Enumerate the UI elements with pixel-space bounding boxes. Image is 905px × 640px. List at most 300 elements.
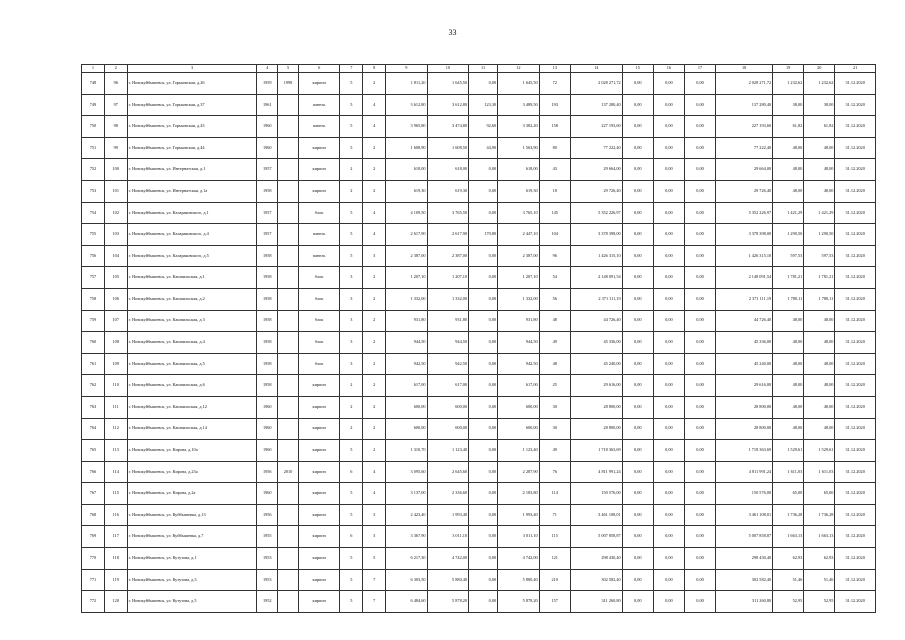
table-cell: 760	[82, 332, 105, 354]
table-cell: 2 028 271,72	[570, 73, 622, 95]
table-cell: 0,00	[653, 526, 684, 548]
table-cell: 3	[340, 288, 363, 310]
table-cell: 48,00	[804, 418, 835, 440]
table-cell: 48,00	[773, 159, 804, 181]
table-cell: 107	[104, 310, 127, 332]
table-cell: 0,00	[622, 137, 653, 159]
table-cell: 108	[104, 332, 127, 354]
table-cell: 5	[340, 483, 363, 505]
table-row	[82, 267, 876, 289]
table-cell: 1 529,61	[773, 440, 804, 462]
table-cell: 4	[363, 461, 386, 483]
table-cell: 0,00	[684, 159, 715, 181]
table-cell: 0,00	[622, 548, 653, 570]
table-cell: 123,30	[469, 94, 498, 116]
table-cell: 1953	[257, 548, 278, 570]
table-cell: 931,80	[427, 310, 469, 332]
table-row	[82, 180, 876, 202]
table-cell: 1957	[257, 224, 278, 246]
table-cell: 748	[82, 73, 105, 95]
column-number-cell: 19	[773, 65, 804, 73]
table-cell: блок	[298, 288, 340, 310]
table-cell	[278, 569, 299, 591]
table-cell: 1955	[257, 526, 278, 548]
table-cell: 0,00	[653, 375, 684, 397]
table-cell: 31.12.2020	[835, 267, 876, 289]
table-cell: 1958	[257, 332, 278, 354]
table-cell: 0,00	[622, 591, 653, 613]
table-cell: 51,46	[773, 569, 804, 591]
table-cell: 1 611,03	[804, 461, 835, 483]
table-cell: 2	[340, 159, 363, 181]
table-cell: 600,00	[498, 418, 540, 440]
table-cell: 115	[104, 483, 127, 505]
column-number-cell: 10	[427, 65, 469, 73]
table-cell: 5	[340, 116, 363, 138]
table-cell: 931,80	[498, 310, 540, 332]
table-cell: кирпич	[298, 548, 340, 570]
table-cell: 752	[82, 159, 105, 181]
table-cell	[278, 526, 299, 548]
table-cell: 298 430,40	[716, 548, 773, 570]
table-row	[82, 310, 876, 332]
table-cell: 0,00	[653, 224, 684, 246]
table-cell: 2 371 111,19	[716, 288, 773, 310]
table-cell: 1 207,10	[498, 267, 540, 289]
table-cell: 0,00	[684, 396, 715, 418]
table-cell: 65,00	[804, 483, 835, 505]
table-cell: блок	[298, 332, 340, 354]
table-row	[82, 137, 876, 159]
table-row	[82, 548, 876, 570]
table-cell: 751	[82, 137, 105, 159]
table-cell: 1961	[257, 94, 278, 116]
table-cell: 0,00	[653, 418, 684, 440]
table-row	[82, 202, 876, 224]
column-number-cell: 11	[469, 65, 498, 73]
table-cell: 77 222,40	[716, 137, 773, 159]
table-cell: 1 529,61	[804, 440, 835, 462]
table-cell: 1 232,62	[804, 73, 835, 95]
table-cell: 617,00	[427, 375, 469, 397]
table-cell: 48,00	[773, 418, 804, 440]
column-number-cell: 15	[622, 65, 653, 73]
table-cell: 753	[82, 180, 105, 202]
table-cell: 103	[104, 224, 127, 246]
table-cell: 56	[539, 288, 570, 310]
table-cell: кирпич	[298, 483, 340, 505]
address-cell: г. Новокуйбышевск, ул. Кирова, д.23а	[127, 461, 257, 483]
table-cell: 2	[363, 310, 386, 332]
table-cell: 0,00	[469, 159, 498, 181]
table-cell: 1956	[257, 461, 278, 483]
address-cell: г. Новокуйбышевск, ул. Кутузова, д.1	[127, 548, 257, 570]
table-cell: 1 611,03	[773, 461, 804, 483]
table-cell: 0,00	[622, 202, 653, 224]
table-cell: 298 430,40	[570, 548, 622, 570]
table-cell: 5	[340, 245, 363, 267]
table-cell: 0,00	[469, 310, 498, 332]
table-cell: кирпич	[298, 73, 340, 95]
table-cell: 0,00	[684, 224, 715, 246]
table-cell: 2 371 111,19	[570, 288, 622, 310]
table-cell: 2	[363, 159, 386, 181]
column-number-cell: 14	[570, 65, 622, 73]
table-cell: 6	[340, 461, 363, 483]
table-cell: 48,00	[773, 396, 804, 418]
table-cell: 227 193,60	[570, 116, 622, 138]
table-cell: 0,00	[653, 159, 684, 181]
table-cell: 2 617,90	[427, 224, 469, 246]
table-cell: 227 193,60	[716, 116, 773, 138]
table-cell: 5 880,40	[427, 569, 469, 591]
table-cell: 1 310,70	[386, 440, 428, 462]
table-cell: 6 484,60	[386, 591, 428, 613]
table-cell: 2	[340, 396, 363, 418]
table-cell: 1958	[257, 267, 278, 289]
table-cell: 1 780,11	[804, 288, 835, 310]
table-cell: 3 474,80	[427, 116, 469, 138]
table-cell: 0,00	[653, 569, 684, 591]
address-cell: г. Новокуйбышевск, ул. Кашпильская, д.12	[127, 396, 257, 418]
table-cell: 1 736,28	[773, 504, 804, 526]
table-row	[82, 73, 876, 95]
table-cell: 111	[104, 396, 127, 418]
table-cell: 29 726,40	[716, 180, 773, 202]
table-cell: 158	[539, 116, 570, 138]
table-cell: 0,00	[653, 461, 684, 483]
table-cell: 0,00	[469, 461, 498, 483]
table-cell: 1 332,00	[498, 288, 540, 310]
table-cell: 0,00	[653, 288, 684, 310]
table-cell	[278, 224, 299, 246]
table-cell: 0,00	[469, 569, 498, 591]
table-cell: 0,00	[622, 483, 653, 505]
table-cell: 45 336,00	[716, 332, 773, 354]
table-cell: 597,53	[804, 245, 835, 267]
table-cell: 1953	[257, 569, 278, 591]
table-cell: 31.12.2020	[835, 245, 876, 267]
table-cell: 117	[104, 526, 127, 548]
table-cell: 110	[104, 375, 127, 397]
table-cell: 45 240,00	[716, 353, 773, 375]
table-cell: 0,00	[684, 332, 715, 354]
table-cell: 1 421,29	[804, 202, 835, 224]
table-cell: 44 726,40	[716, 310, 773, 332]
table-cell: 600,00	[386, 418, 428, 440]
table-cell: 29 664,00	[716, 159, 773, 181]
table-cell: 1960	[257, 483, 278, 505]
table-cell: 944,50	[427, 332, 469, 354]
table-cell: 48,00	[804, 180, 835, 202]
table-cell: 1960	[257, 396, 278, 418]
table-cell: 25	[539, 375, 570, 397]
table-cell: 48,00	[773, 137, 804, 159]
table-cell	[278, 137, 299, 159]
table-cell: 0,00	[653, 504, 684, 526]
table-cell: 31.12.2020	[835, 116, 876, 138]
table-cell: 0,00	[622, 504, 653, 526]
table-cell: 98	[104, 116, 127, 138]
table-cell: 106	[104, 288, 127, 310]
page-number: 33	[448, 28, 457, 37]
column-number-cell: 1	[82, 65, 105, 73]
table-cell: кирпич	[298, 159, 340, 181]
table-cell: 750	[82, 116, 105, 138]
address-cell: г. Новокуйбышевск, ул. Кашпильская, д.2	[127, 288, 257, 310]
address-cell: г. Новокуйбышевск, ул. Кашпильская, д.4	[127, 332, 257, 354]
table-cell: 0,00	[622, 332, 653, 354]
table-cell: 0,00	[622, 159, 653, 181]
table-cell	[278, 288, 299, 310]
table-cell: 3 367,90	[386, 526, 428, 548]
table-cell: 92,60	[469, 116, 498, 138]
table-cell: 4	[363, 483, 386, 505]
table-cell: 0,00	[622, 440, 653, 462]
address-cell: г. Новокуйбышевск, ул. Кирова, д.10а	[127, 440, 257, 462]
table-cell: 0,00	[684, 73, 715, 95]
address-cell: г. Новокуйбышевск, ул. Горьковская, д.37	[127, 94, 257, 116]
table-cell: 2	[363, 73, 386, 95]
table-cell: 0,00	[653, 245, 684, 267]
table-cell	[278, 180, 299, 202]
table-cell: 5	[340, 202, 363, 224]
table-cell: 5	[340, 548, 363, 570]
table-row	[82, 245, 876, 267]
table-cell: 2	[363, 288, 386, 310]
table-cell: 2	[363, 375, 386, 397]
table-cell: 29 664,00	[570, 159, 622, 181]
table-cell: 0,00	[622, 267, 653, 289]
table-cell	[278, 483, 299, 505]
table-cell: 5	[340, 73, 363, 95]
table-cell: 4	[363, 202, 386, 224]
table-cell: 763	[82, 396, 105, 418]
table-cell: 0,00	[653, 202, 684, 224]
table-row	[82, 483, 876, 505]
table-cell: 618,00	[498, 159, 540, 181]
table-cell: 619,30	[427, 180, 469, 202]
table-cell: 2 387,00	[498, 245, 540, 267]
table-cell: 2	[363, 418, 386, 440]
table-cell: 0,00	[684, 526, 715, 548]
table-cell: кирпич	[298, 504, 340, 526]
table-cell: 1957	[257, 202, 278, 224]
table-cell: 0,00	[469, 375, 498, 397]
table-cell: 2 148 091,54	[570, 267, 622, 289]
table-cell: 0,00	[684, 137, 715, 159]
table-cell: 0,00	[684, 180, 715, 202]
table-cell: кирпич	[298, 180, 340, 202]
table-cell: 765	[82, 440, 105, 462]
table-cell: 1952	[257, 591, 278, 613]
table-cell: 100	[104, 159, 127, 181]
table-cell: 30	[539, 396, 570, 418]
table-cell: 0,00	[653, 591, 684, 613]
table-cell: 1 563,90	[498, 137, 540, 159]
table-cell: 597,53	[773, 245, 804, 267]
table-cell	[278, 353, 299, 375]
table-cell: 29 726,40	[570, 180, 622, 202]
table-cell: 43	[539, 159, 570, 181]
column-number-cell: 12	[498, 65, 540, 73]
table-cell: 72	[539, 73, 570, 95]
table-cell: 0,00	[653, 180, 684, 202]
table-cell: 210	[539, 569, 570, 591]
table-cell: 0,00	[653, 332, 684, 354]
table-cell: 1958	[257, 245, 278, 267]
table-cell: 619,30	[498, 180, 540, 202]
table-row	[82, 353, 876, 375]
address-cell: г. Новокуйбышевск, ул. Интернатская, д.1	[127, 159, 257, 181]
table-cell: 0,00	[653, 483, 684, 505]
table-cell: 45 240,00	[570, 353, 622, 375]
table-cell: 3 378 398,00	[716, 224, 773, 246]
table-cell: 0,00	[622, 353, 653, 375]
address-cell: г. Новокуйбышевск, ул. Горьковская, д.43	[127, 116, 257, 138]
table-cell: 48,00	[804, 396, 835, 418]
table-cell: 767	[82, 483, 105, 505]
table-cell: 0,00	[684, 288, 715, 310]
table-cell: 109	[104, 353, 127, 375]
address-cell: г. Новокуйбышевск, ул. Горьковская, д.44	[127, 137, 257, 159]
table-cell: 31.12.2020	[835, 332, 876, 354]
table-cell: 48,00	[804, 310, 835, 332]
table-cell: 0,00	[622, 375, 653, 397]
table-cell: 5 878,20	[498, 591, 540, 613]
table-cell: 1960	[257, 418, 278, 440]
table-cell: 0,00	[622, 569, 653, 591]
table-cell: 1 608,50	[427, 137, 469, 159]
table-cell: 1 993,40	[427, 504, 469, 526]
table-row	[82, 94, 876, 116]
table-cell: 48	[539, 310, 570, 332]
table-cell: 5 352 226,97	[716, 202, 773, 224]
table-cell: 99	[104, 137, 127, 159]
table-cell: 0,00	[684, 440, 715, 462]
table-cell: 28 800,00	[716, 418, 773, 440]
table-cell: 0,00	[469, 526, 498, 548]
table-row	[82, 159, 876, 181]
table-cell: 6	[340, 526, 363, 548]
table-cell	[278, 375, 299, 397]
table-cell: 31.12.2020	[835, 137, 876, 159]
table-cell: 31.12.2020	[835, 569, 876, 591]
table-cell: 1998	[278, 73, 299, 95]
table-cell: 1 608,90	[386, 137, 428, 159]
table-cell: 0,00	[469, 396, 498, 418]
table-cell: 96	[104, 73, 127, 95]
table-row	[82, 288, 876, 310]
table-cell: 62,93	[773, 548, 804, 570]
table-cell: 0,00	[622, 288, 653, 310]
table-cell: блок	[298, 310, 340, 332]
table-cell: 944,50	[386, 332, 428, 354]
table-cell: 0,00	[469, 180, 498, 202]
table-cell: 0,00	[469, 245, 498, 267]
table-cell: 0,00	[469, 73, 498, 95]
table-cell: 3 461 108,01	[570, 504, 622, 526]
table-cell: 114	[539, 483, 570, 505]
table-cell: 3 011,10	[498, 526, 540, 548]
table-cell: 618,00	[386, 159, 428, 181]
table-cell: 617,00	[498, 375, 540, 397]
address-cell: г. Новокуйбышевск, ул. Кутузова, д.3	[127, 569, 257, 591]
table-cell	[278, 159, 299, 181]
table-cell: 1 426 315,10	[716, 245, 773, 267]
table-cell	[278, 267, 299, 289]
column-number-row	[82, 65, 876, 73]
table-cell: 1958	[257, 310, 278, 332]
table-cell: 28 800,00	[570, 418, 622, 440]
column-number-cell: 3	[127, 65, 257, 73]
table-row	[82, 116, 876, 138]
table-cell: 0,00	[469, 483, 498, 505]
table-cell: 112	[104, 418, 127, 440]
table-cell: 600,00	[498, 396, 540, 418]
table-cell: 5	[340, 569, 363, 591]
table-cell: 2 447,10	[498, 224, 540, 246]
table-cell: 0,00	[684, 504, 715, 526]
column-number-cell: 7	[340, 65, 363, 73]
table-cell: 0,00	[469, 548, 498, 570]
table-cell: 2	[363, 353, 386, 375]
table-cell: 2 183,80	[498, 483, 540, 505]
table-cell: 45 336,00	[570, 332, 622, 354]
table-cell: 2	[340, 418, 363, 440]
table-cell	[278, 440, 299, 462]
table-cell: 0,00	[653, 137, 684, 159]
table-cell: 0,00	[469, 418, 498, 440]
table-cell: 1 811,20	[386, 73, 428, 95]
table-cell: 1 426 315,10	[570, 245, 622, 267]
table-cell: 0,00	[469, 288, 498, 310]
table-cell: 1 736,28	[804, 504, 835, 526]
address-cell: г. Новокуйбышевск, ул. Кутузова, д.5	[127, 591, 257, 613]
table-cell: 0,00	[684, 375, 715, 397]
table-cell: 0,00	[469, 353, 498, 375]
table-cell: 31.12.2020	[835, 440, 876, 462]
table-cell: 5	[340, 224, 363, 246]
table-cell: 2 617,90	[386, 224, 428, 246]
table-cell: кирпич	[298, 526, 340, 548]
table-cell: 77 222,40	[570, 137, 622, 159]
table-cell: 0,00	[469, 332, 498, 354]
table-cell: 1 332,00	[386, 288, 428, 310]
table-cell: 48,00	[804, 353, 835, 375]
table-cell: 5 878,20	[427, 591, 469, 613]
table-cell: 31.12.2020	[835, 483, 876, 505]
table-cell: 1960	[257, 440, 278, 462]
table-cell: 48,00	[804, 332, 835, 354]
table-cell: 31.12.2020	[835, 418, 876, 440]
table-cell: 116	[104, 504, 127, 526]
table-cell: 0,00	[684, 569, 715, 591]
table-cell: 756	[82, 245, 105, 267]
table-cell: 97	[104, 94, 127, 116]
table-cell: 52,95	[804, 591, 835, 613]
table-cell: 755	[82, 224, 105, 246]
table-cell: 0,00	[622, 73, 653, 95]
table-cell	[278, 591, 299, 613]
table-cell: 1 781,21	[804, 267, 835, 289]
table-cell	[278, 504, 299, 526]
column-number-cell: 17	[684, 65, 715, 73]
table-cell: 18	[539, 180, 570, 202]
table-cell	[278, 548, 299, 570]
table-cell: 101	[104, 180, 127, 202]
table-cell: 4 811 991,24	[716, 461, 773, 483]
